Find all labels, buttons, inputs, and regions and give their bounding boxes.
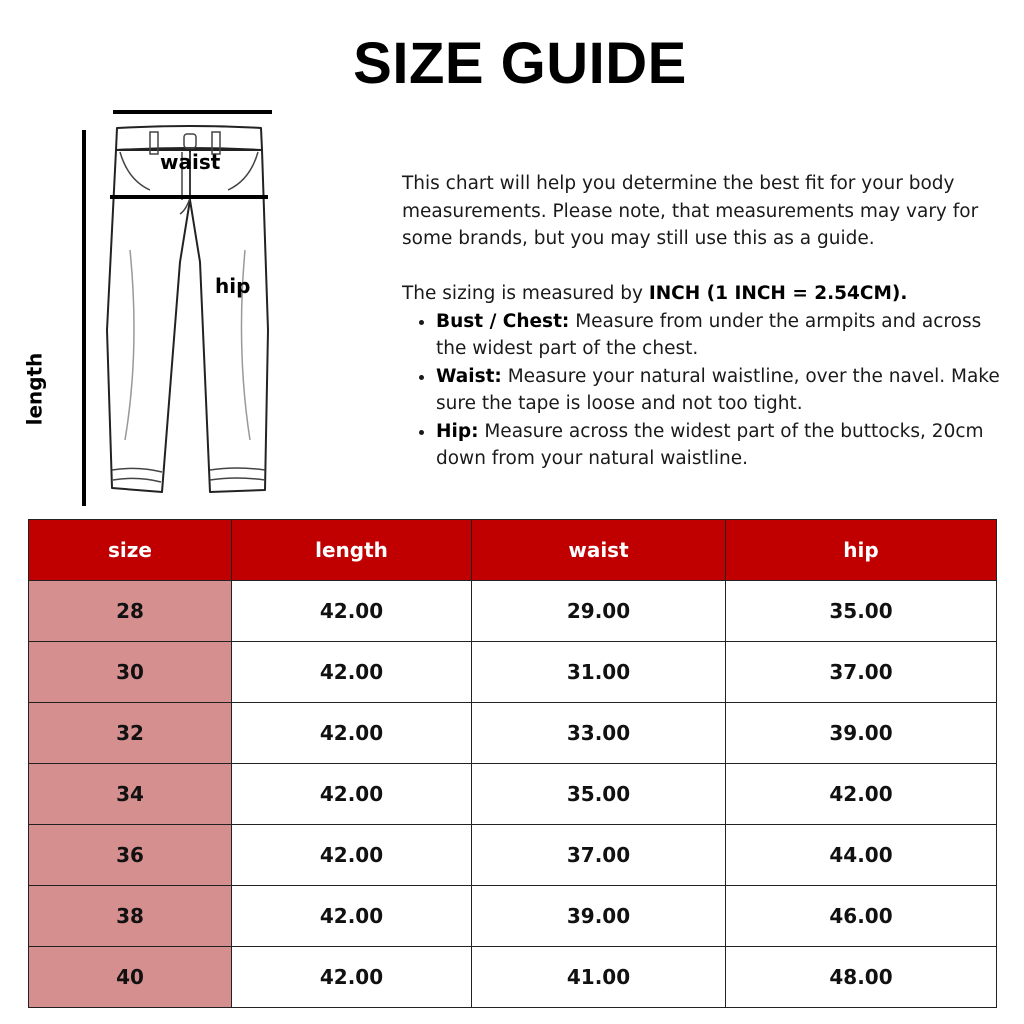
cell-length: 42.00 (232, 764, 472, 825)
cell-hip: 48.00 (726, 947, 997, 1008)
cell-size: 36 (29, 825, 232, 886)
size-table-wrapper (28, 519, 997, 1008)
list-item-waist (436, 363, 1002, 418)
list-item-hip (436, 418, 1002, 473)
table-row (29, 947, 997, 1008)
cell-hip: 46.00 (726, 886, 997, 947)
sizing-note (402, 280, 1002, 308)
header-length: length (232, 520, 472, 581)
bullet-term: Waist: (436, 365, 502, 387)
bullet-text: Measure your natural waistline, over the navel. Make sure the tape is loose and not too tight. (436, 365, 1000, 414)
page-title: SIZE GUIDE (353, 31, 687, 96)
cell-hip: 44.00 (726, 825, 997, 886)
table-row (29, 764, 997, 825)
cell-size: 40 (29, 947, 232, 1008)
table-row (29, 825, 997, 886)
cell-size: 30 (29, 642, 232, 703)
sizing-unit: INCH (1 INCH = 2.54CM). (648, 283, 908, 304)
bullet-term: Bust / Chest: (436, 310, 570, 332)
table-row (29, 581, 997, 642)
list-item-bust (436, 308, 1002, 363)
hip-label: hip (215, 274, 251, 298)
cell-size: 34 (29, 764, 232, 825)
cell-size: 28 (29, 581, 232, 642)
header-hip: hip (726, 520, 997, 581)
cell-waist: 35.00 (472, 764, 726, 825)
cell-length: 42.00 (232, 825, 472, 886)
cell-waist: 41.00 (472, 947, 726, 1008)
size-table (28, 519, 997, 1008)
cell-waist: 29.00 (472, 581, 726, 642)
cell-waist: 31.00 (472, 642, 726, 703)
cell-length: 42.00 (232, 886, 472, 947)
table-row (29, 642, 997, 703)
size-guide-description (402, 170, 1002, 473)
cell-length: 42.00 (232, 703, 472, 764)
cell-waist: 33.00 (472, 703, 726, 764)
cell-size: 38 (29, 886, 232, 947)
cell-length: 42.00 (232, 947, 472, 1008)
pants-outline (107, 126, 268, 492)
header-size: size (29, 520, 232, 581)
pants-diagram (0, 70, 300, 520)
table-row (29, 703, 997, 764)
cell-waist: 37.00 (472, 825, 726, 886)
table-header-row (29, 520, 997, 581)
cell-waist: 39.00 (472, 886, 726, 947)
intro-text: This chart will help you determine the best fit for your body measurements. Please note, that measurements may vary for some brands, but you may still use this as a guide. (402, 173, 979, 249)
cell-length: 42.00 (232, 581, 472, 642)
bullet-term: Hip: (436, 420, 479, 442)
sizing-prefix: The sizing is measured by (402, 283, 649, 304)
table-row (29, 886, 997, 947)
cell-hip: 37.00 (726, 642, 997, 703)
cell-hip: 35.00 (726, 581, 997, 642)
bullet-text: Measure from under the armpits and across the widest part of the chest. (436, 310, 982, 359)
length-label: length (22, 352, 47, 426)
measurement-list (402, 308, 1002, 473)
cell-size: 32 (29, 703, 232, 764)
pants-illustration (0, 70, 300, 520)
waist-label: waist (160, 150, 221, 174)
header-waist: waist (472, 520, 726, 581)
cell-length: 42.00 (232, 642, 472, 703)
cell-hip: 39.00 (726, 703, 997, 764)
bullet-text: Measure across the widest part of the buttocks, 20cm down from your natural waistline. (436, 420, 984, 469)
cell-hip: 42.00 (726, 764, 997, 825)
